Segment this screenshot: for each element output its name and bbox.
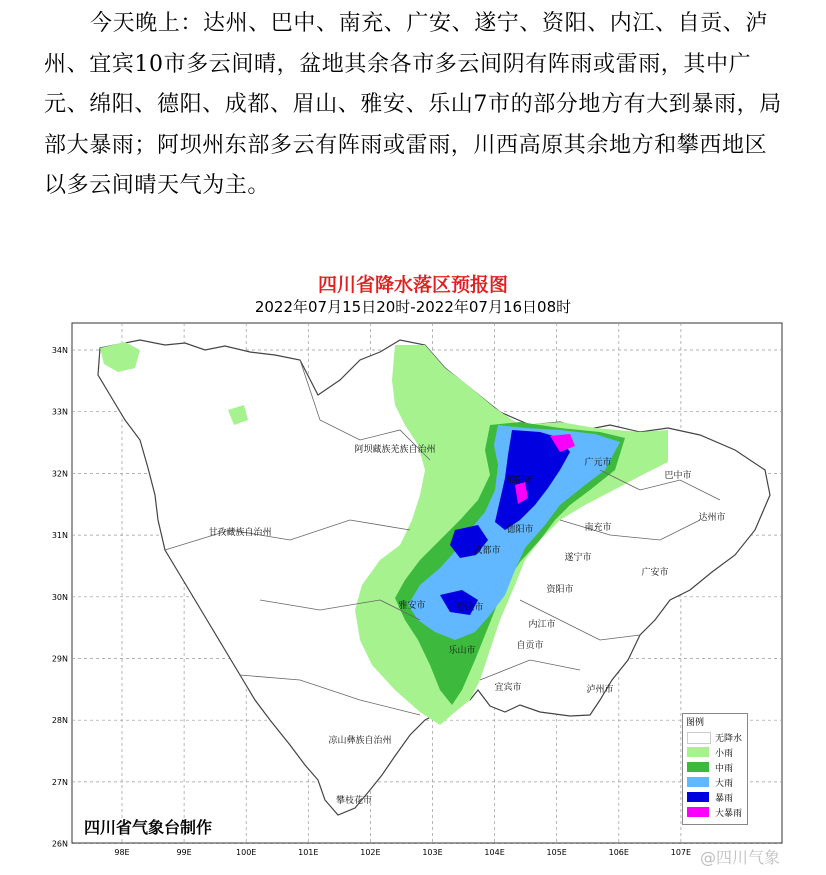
region-label: 达州市 [698,513,726,523]
legend-swatch-rainstorm [687,792,709,802]
legend-item: 小雨 [687,747,747,758]
watermark: @四川气象 [700,848,781,867]
region-label: 绵阳市 [506,476,534,486]
region-label: 南充市 [584,523,612,533]
region-label: 攀枝花市 [335,796,373,806]
lon-tick-label: 104E [484,848,505,857]
lat-tick-label: 27N [51,777,68,787]
legend-item: 大暴雨 [687,807,747,818]
region-label: 广安市 [641,568,669,578]
forecast-text: 今天晚上：达州、巴中、南充、广安、遂宁、资阳、内江、自贡、泸州、宜宾10市多云间晴，盆地其余各市多云间阴有阵雨或雷雨，其中广元、绵阳、德阳、成都、眉山、雅安、乐山7市的部分地方有大到暴雨，局部大暴雨；阿坝州东部多云有阵雨或雷雨，川西高原其余地方和攀西地区以多云间晴天气为主。 [44,11,782,198]
legend-item: 无降水 [687,732,747,743]
region-label: 广元市 [584,458,612,468]
region-label: 巴中市 [664,471,692,481]
legend-item: 大雨 [687,777,747,788]
region-label: 成都市 [473,546,501,556]
lat-tick-label: 29N [51,654,68,664]
legend-swatch-none [687,732,711,744]
lon-tick-label: 101E [298,848,319,857]
region-label: 内江市 [528,620,556,630]
lon-tick-label: 99E [176,848,192,857]
lon-tick-label: 100E [236,848,257,857]
legend-swatch-moderate [687,762,709,772]
map-legend [682,713,748,825]
region-label: 德阳市 [506,525,534,535]
legend-title: 图例 [686,718,705,728]
lat-tick-label: 30N [51,592,68,602]
region-label: 凉山彝族自治州 [328,736,392,746]
lat-tick-label: 33N [51,407,68,417]
lat-tick-label: 32N [51,469,68,479]
map-credit: 四川省气象台制作 [84,818,213,837]
legend-swatch-heavy [687,777,709,787]
region-label: 乐山市 [448,646,476,656]
region-label: 雅安市 [398,601,426,611]
lon-tick-label: 107E [670,848,692,857]
lon-tick-label: 98E [114,848,130,857]
region-label: 遂宁市 [564,553,592,563]
lon-tick-label: 102E [360,848,381,857]
region-label: 泸州市 [586,685,614,695]
lon-tick-label: 106E [608,848,629,857]
lon-tick-label: 103E [422,848,443,857]
map-subtitle: 2022年07月15日20时-2022年07月16日08时 [254,298,572,316]
region-label: 自贡市 [516,641,544,651]
lat-tick-label: 34N [51,346,68,355]
region-label: 资阳市 [546,585,574,595]
lat-tick-label: 28N [51,716,68,726]
lat-tick-label: 26N [51,839,68,849]
region-label: 阿坝藏族羌族自治州 [354,445,436,455]
map-title: 四川省降水落区预报图 [317,274,508,296]
legend-swatch-extreme [687,807,709,817]
legend-item: 暴雨 [687,792,747,803]
region-label: 甘孜藏族自治州 [208,528,272,538]
region-label: 眉山市 [456,603,484,613]
region-label: 宜宾市 [494,683,522,693]
lon-tick-label: 105E [546,848,567,857]
legend-item: 中雨 [687,762,747,773]
legend-swatch-light [687,747,709,757]
lat-tick-label: 31N [51,531,68,541]
